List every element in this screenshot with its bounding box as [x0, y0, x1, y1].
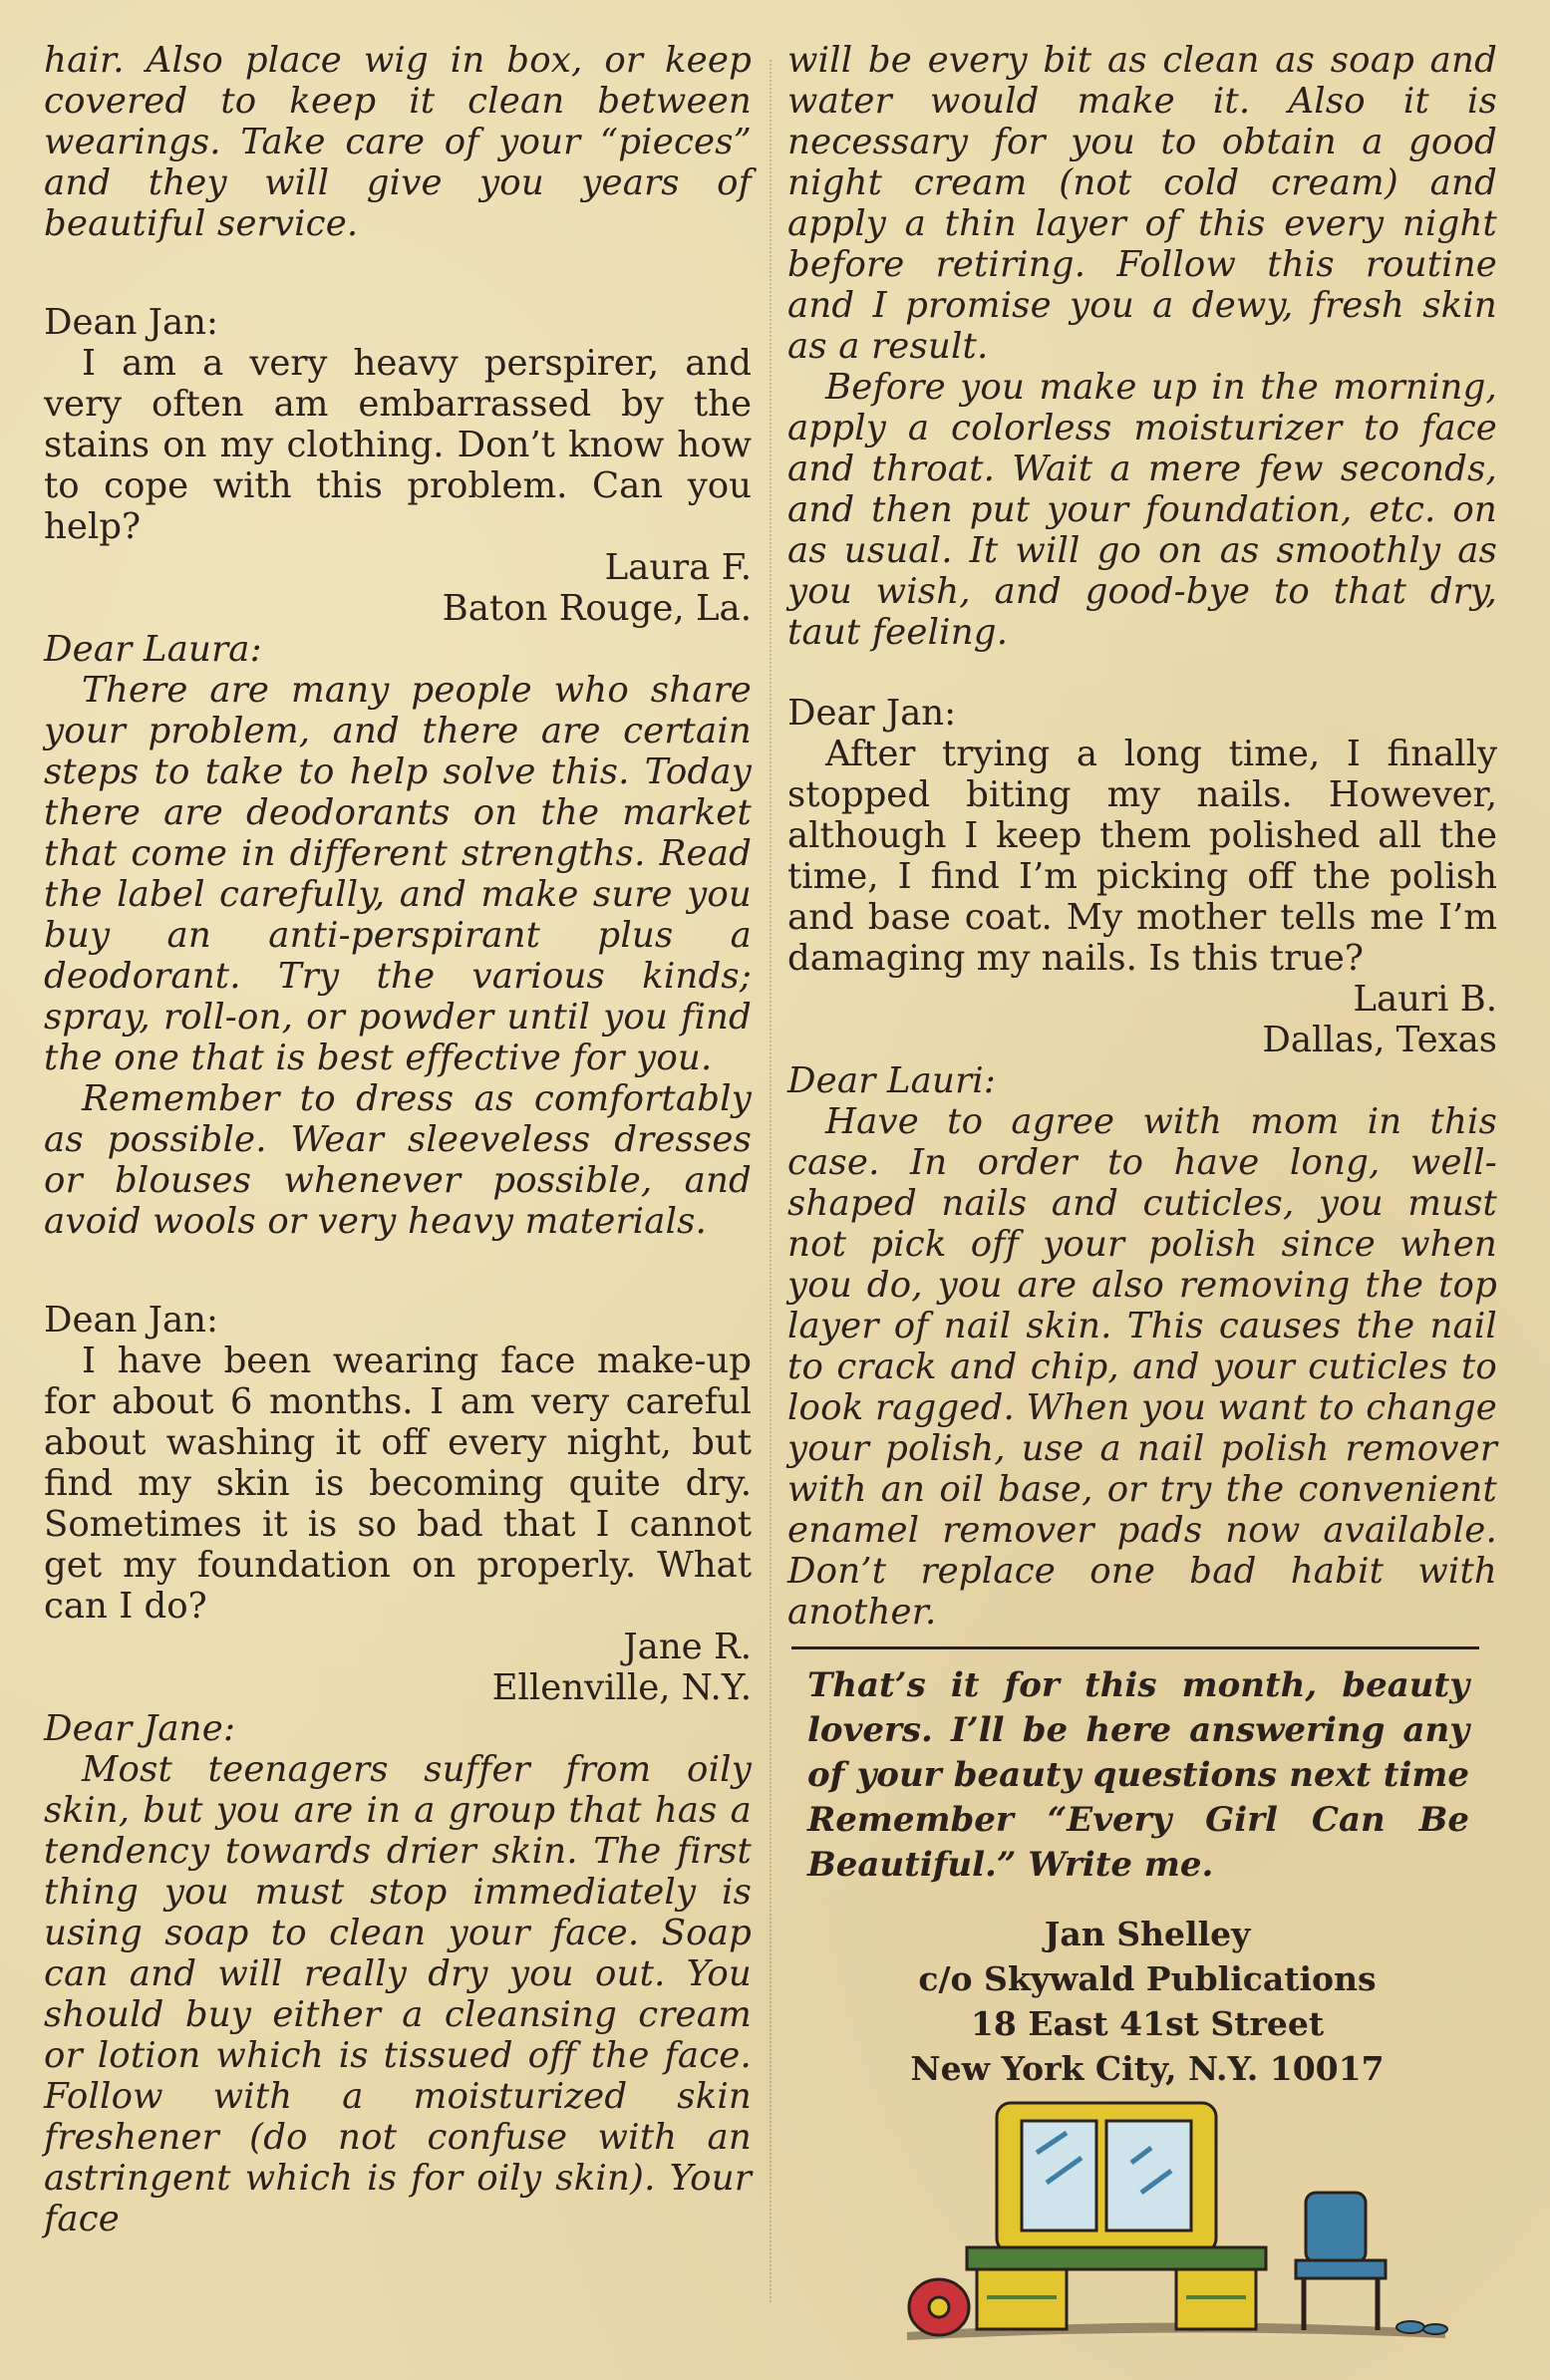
vanity-table-icon [967, 2103, 1266, 2329]
reply-salutation: Dear Lauri: [787, 1060, 996, 1101]
reply-salutation: Dear Laura: [44, 629, 262, 670]
reply-paragraph: Before you make up in the morning, apply a colorless moisturizer to face and throat. Wait a mere few seconds, and then put your foundation, etc. on as usual. It will go on as smoothly as you wish, and good-bye to that dry, taut feeling. [787, 367, 1497, 653]
letter-laura [44, 302, 752, 1242]
letter-salutation: Dean Jan: [44, 1300, 219, 1340]
letter-lauri [787, 693, 1497, 1633]
vanity-table-illustration [897, 2083, 1455, 2342]
column-divider [770, 60, 772, 2302]
closing-note: That’s it for this month, beauty lovers. I’ll be here answering any of your beauty questions next time Remember “Every Girl Can Be Beautiful.” Write me. [807, 1665, 1469, 1885]
reply-paragraph: Most teenagers suffer from oily skin, but you are in a group that has a tendency towards drier skin. The first thing you must stop immediately is using soap to clean your face. Soap can and will really dry you out. You should buy either a cleansing cream or lotion which is tissued off the face. Follow with a moisturized skin freshener (do not confuse with an astringent which is for oily skin). Your face [44, 1749, 752, 2239]
chair-icon [1296, 2193, 1386, 2330]
letter-jane [44, 1300, 752, 2239]
address-city: New York City, N.Y. 10017 [910, 2049, 1385, 2088]
letter-salutation: Dean Jan: [44, 302, 219, 343]
signature-place: Ellenville, N.Y. [491, 1667, 752, 1708]
continued-reply-paragraph: will be every bit as clean as soap and water would make it. Also it is necessary for you to obtain a good night cream (not cold cream) and apply a thin layer of this every night before retiring. Follow this routine and I promise you a dewy, fresh skin as a result. [787, 40, 1497, 367]
letter-body: I am a very heavy perspirer, and very often am embarrassed by the stains on my clothing. Don’t know how to cope with this problem. Can you help? [44, 343, 752, 547]
left-column [44, 40, 752, 2239]
letter-body: After trying a long time, I finally stopped biting my nails. However, although I keep them polished all the time, I find I’m picking off the polish and base coat. My mother tells me I’m damaging my nails. Is this true? [787, 734, 1497, 979]
reply-paragraph: Remember to dress as comfortably as possible. Wear sleeveless dresses or blouses whenever possible, and avoid wools or very heavy materials. [44, 1078, 752, 1242]
mailing-address [787, 1912, 1497, 2091]
reply-paragraph: Have to agree with mom in this case. In order to have long, well-shaped nails and cuticles, you must not pick off your polish since when you do, you are also removing the top layer of nail skin. This causes the nail to crack and chip, and your cuticles to look ragged. When you want to change your polish, use a nail polish remover with an oil base, or try the convenient enamel remover pads now available. Don’t replace one bad habit with another. [787, 1101, 1497, 1633]
address-name: Jan Shelley [1044, 1915, 1251, 1953]
letter-body: I have been wearing face make-up for about 6 months. I am very careful about washing it off every night, but find my skin is becoming quite dry. Sometimes it is so bad that I cannot get my foundation on properly. What can I do? [44, 1340, 752, 1627]
hatbox-icon [909, 2279, 969, 2335]
signature-place: Dallas, Texas [1262, 1020, 1497, 1060]
reply-salutation: Dear Jane: [44, 1708, 236, 1749]
signature-name: Lauri B. [1353, 979, 1497, 1020]
letter-salutation: Dear Jan: [787, 693, 957, 734]
reply-paragraph: There are many people who share your problem, and there are certain steps to take to help solve this. Today there are deodorants on the market that come in different strengths. Read the label carefully, and make sure you buy an anti-perspirant plus a deodorant. Try the various kinds; spray, roll-on, or powder until you find the one that is best effective for you. [44, 670, 752, 1078]
signature-place: Baton Rouge, La. [442, 588, 752, 629]
signature-name: Jane R. [623, 1627, 752, 1667]
address-company: c/o Skywald Publications [918, 1959, 1377, 1998]
address-street: 18 East 41st Street [970, 2004, 1325, 2043]
continued-paragraph: hair. Also place wig in box, or keep covered to keep it clean between wearings. Take care of your “pieces” and they will give you years of beautiful service. [44, 40, 752, 244]
right-column [787, 40, 1497, 2091]
signature-name: Laura F. [604, 547, 752, 588]
